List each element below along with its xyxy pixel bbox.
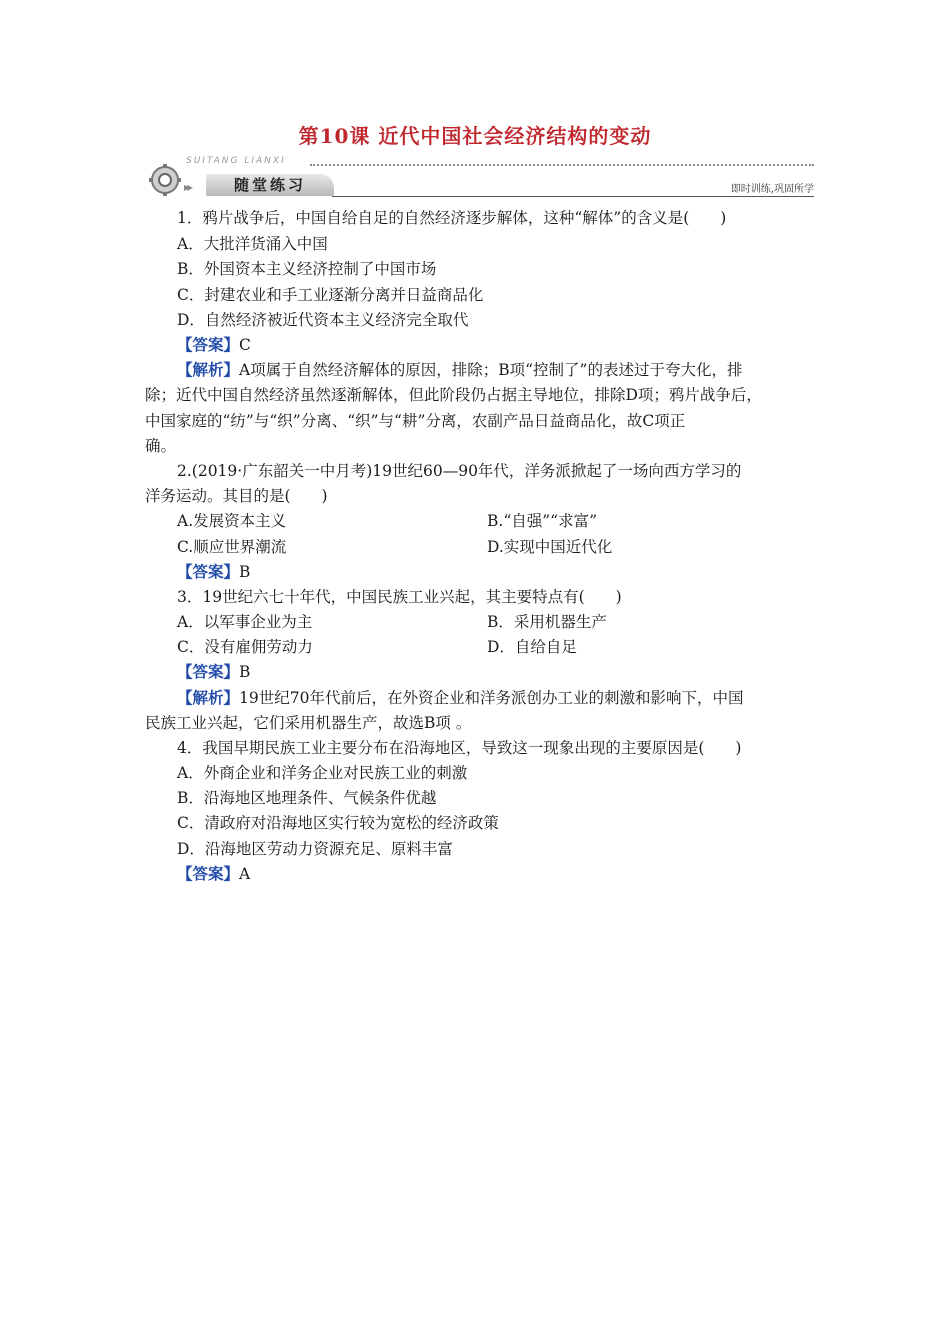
double-arrow-icon: ▸▸: [184, 180, 191, 194]
q3-option-a: A．以军事企业为主: [177, 613, 313, 631]
q1-answer-value: C: [239, 336, 251, 354]
gear-icon: [146, 163, 184, 197]
q2-answer: 【答案】B: [177, 562, 251, 581]
q2-option-b: B.“自强”“求富”: [487, 512, 598, 530]
answer-tag: 【答案】: [177, 864, 240, 883]
banner-rule: [332, 196, 814, 197]
q1-answer: [177, 335, 251, 355]
q4-stem: 4．我国早期民族工业主要分布在沿海地区，导致这一现象出现的主要原因是( ): [177, 739, 742, 757]
q1-analysis-line-3: 中国家庭的“纺”与“织”分离、“织”与“耕”分离，农副产品日益商品化，故C项正: [145, 412, 686, 430]
page-title: 第10课 近代中国社会经济结构的变动: [298, 124, 652, 148]
q1-analysis-line-1: 【解析】A项属于自然经济解体的原因，排除；B项“控制了”的表述过于夸大化，排: [177, 360, 743, 379]
q3-option-b: B．采用机器生产: [487, 613, 607, 631]
q1-option-a: A．大批洋货涌入中国: [177, 235, 328, 253]
answer-tag: 【答案】: [177, 335, 240, 354]
q3-analysis-line-1: 【解析】19世纪70年代前后，在外资企业和洋务派创办工业的刺激和影响下，中国: [177, 688, 744, 707]
q3-stem: 3．19世纪六七十年代，中国民族工业兴起，其主要特点有( ): [177, 588, 622, 606]
q4-option-c: C．清政府对沿海地区实行较为宽松的经济政策: [177, 814, 499, 832]
banner-dotted-line: [310, 164, 814, 166]
q2-option-a: A.发展资本主义: [177, 512, 287, 530]
q1-option-b: B．外国资本主义经济控制了中国市场: [177, 260, 437, 278]
q4-option-b: B．沿海地区地理条件、气候条件优越: [177, 789, 437, 807]
q4-option-a: A．外商企业和洋务企业对民族工业的刺激: [177, 764, 468, 782]
q1-analysis-line-4: 确。: [145, 437, 177, 455]
q1-analysis-line-2: 除；近代中国自然经济虽然逐渐解体，但此阶段仍占据主导地位，排除D项；鸦片战争后，: [145, 386, 762, 404]
analysis-tag: 【解析】: [177, 360, 240, 379]
q3-option-c: C．没有雇佣劳动力: [177, 638, 313, 656]
q3-analysis-line-2: 民族工业兴起，它们采用机器生产，故选B项 。: [145, 714, 472, 732]
section-banner: [142, 158, 814, 200]
q2-stem-line-2: 洋务运动。其目的是( ): [145, 487, 328, 505]
q3-option-d: D．自给自足: [487, 638, 577, 656]
q2-option-d: D.实现中国近代化: [487, 538, 613, 556]
q1-stem: 1．鸦片战争后，中国自给自足的自然经济逐步解体，这种“解体”的含义是( ): [177, 209, 727, 227]
answer-tag: 【答案】: [177, 662, 240, 681]
q1-option-d: D．自然经济被近代资本主义经济完全取代: [177, 311, 469, 329]
banner-slogan: 即时训练,巩固所学: [730, 184, 814, 195]
q3-answer: 【答案】B: [177, 662, 251, 681]
analysis-tag: 【解析】: [177, 688, 240, 707]
q2-stem-line-1: 2.(2019·广东韶关一中月考)19世纪60—90年代，洋务派掀起了一场向西方学习的: [177, 462, 742, 480]
banner-label: 随堂练习: [206, 174, 334, 196]
answer-tag: 【答案】: [177, 562, 240, 581]
q1-option-c: C．封建农业和手工业逐渐分离并日益商品化: [177, 286, 484, 304]
banner-pinyin: SUITANG LIANXI: [186, 156, 286, 166]
q2-option-c: C.顺应世界潮流: [177, 538, 287, 556]
q4-option-d: D．沿海地区劳动力资源充足、原料丰富: [177, 840, 453, 858]
q4-answer: 【答案】A: [177, 864, 251, 883]
